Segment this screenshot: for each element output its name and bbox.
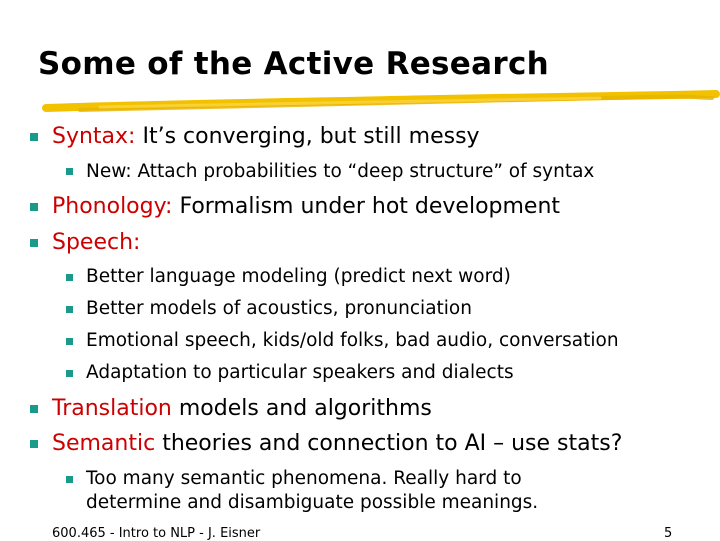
bullet-text: Formalism under hot development <box>172 194 561 219</box>
bullet-marker <box>30 203 38 211</box>
bullet-highlight: Translation <box>52 396 172 421</box>
slide-title: Some of the Active Research <box>38 46 549 82</box>
bullet-marker <box>30 405 38 413</box>
title-underline-decoration <box>40 90 720 118</box>
bullet-highlight: Phonology: <box>52 194 173 219</box>
footer-page-number: 5 <box>664 526 673 541</box>
bullet-highlight: Semantic <box>52 431 156 456</box>
subbullet-speech-3: Emotional speech, kids/old folks, bad audio, conversation <box>86 330 619 351</box>
subbullet-semantic-1-cont: determine and disambiguate possible meanings. <box>86 492 539 513</box>
bullet-marker <box>30 239 38 247</box>
bullet-phonology <box>52 194 560 219</box>
bullet-translation <box>52 396 432 421</box>
bullet-speech <box>52 230 140 255</box>
subbullet-marker <box>66 370 73 377</box>
bullet-marker <box>30 440 38 448</box>
subbullet-marker <box>66 476 73 483</box>
bullet-text: theories and connection to AI – use stats? <box>155 431 623 456</box>
bullet-marker <box>30 133 38 141</box>
bullet-syntax <box>52 124 480 149</box>
bullet-semantic <box>52 431 622 456</box>
subbullet-syntax-1: New: Attach probabilities to “deep structure” of syntax <box>86 161 595 182</box>
subbullet-marker <box>66 274 73 281</box>
subbullet-semantic-1: Too many semantic phenomena. Really hard to <box>86 468 522 489</box>
bullet-highlight: Syntax: <box>52 124 136 149</box>
subbullet-marker <box>66 306 73 313</box>
subbullet-speech-4: Adaptation to particular speakers and dialects <box>86 362 514 383</box>
bullet-text: models and algorithms <box>171 396 432 421</box>
subbullet-speech-1: Better language modeling (predict next word) <box>86 266 511 287</box>
subbullet-marker <box>66 168 73 175</box>
bullet-highlight: Speech: <box>52 230 141 255</box>
footer-course: 600.465 - Intro to NLP - J. Eisner <box>52 526 261 541</box>
subbullet-marker <box>66 338 73 345</box>
subbullet-speech-2: Better models of acoustics, pronunciation <box>86 298 472 319</box>
bullet-text: It’s converging, but still messy <box>135 124 480 149</box>
